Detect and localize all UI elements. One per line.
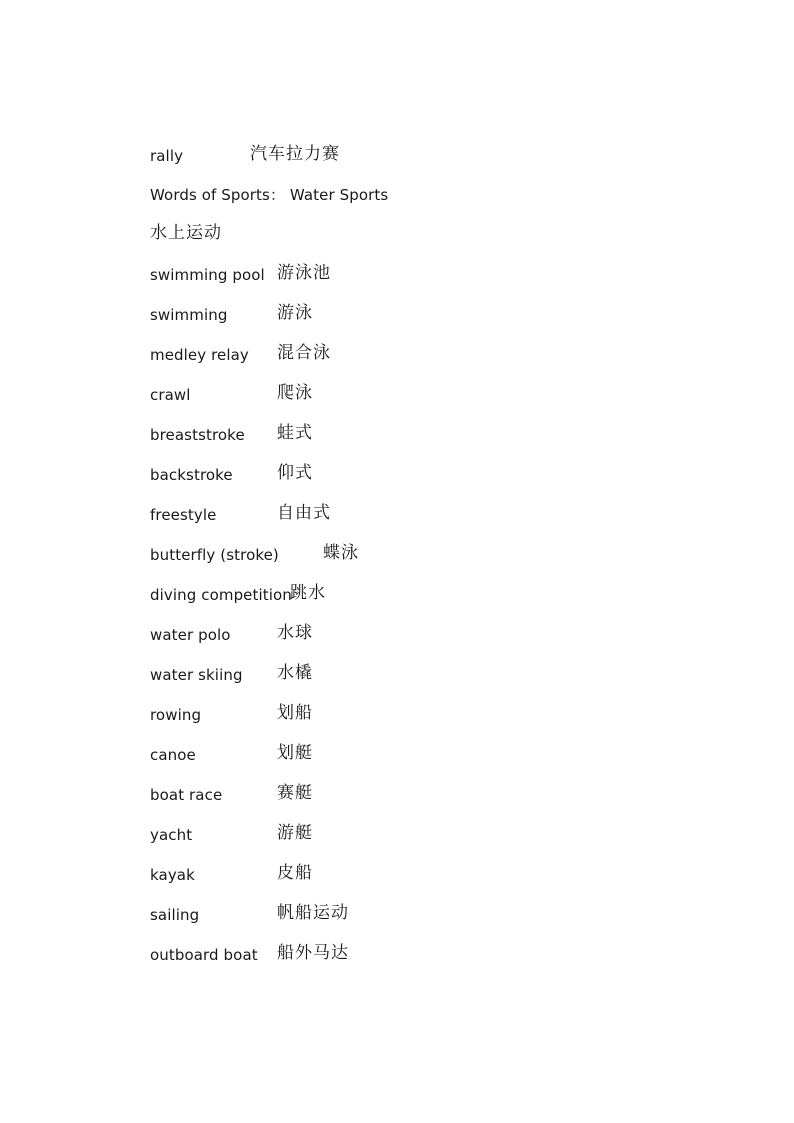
vocab-chinese: 水橇: [277, 663, 313, 683]
section-title-chinese: 水上运动: [150, 223, 222, 243]
vocab-english: sailing: [150, 906, 200, 924]
vocab-chinese: 汽车拉力赛: [250, 144, 340, 164]
vocab-chinese: 游艇: [277, 823, 313, 843]
vocab-chinese: 混合泳: [277, 343, 331, 363]
vocab-chinese: 自由式: [277, 503, 331, 523]
vocab-english: breaststroke: [150, 426, 245, 444]
vocab-english: medley relay: [150, 346, 249, 364]
vocab-english: swimming: [150, 306, 228, 324]
vocab-english: water skiing: [150, 666, 243, 684]
vocab-chinese: 划船: [277, 703, 313, 723]
vocab-english: backstroke: [150, 466, 233, 484]
vocab-chinese: 船外马达: [277, 943, 349, 963]
vocab-english: crawl: [150, 386, 191, 404]
vocab-chinese: 皮船: [277, 863, 313, 883]
vocab-chinese: 游泳: [277, 303, 313, 323]
vocab-english: water polo: [150, 626, 231, 644]
vocab-english: boat race: [150, 786, 223, 804]
vocab-english: rally: [150, 147, 184, 165]
vocab-chinese: 蛙式: [277, 423, 313, 443]
vocab-english: freestyle: [150, 506, 217, 524]
vocab-chinese: 跳水: [290, 583, 326, 603]
section-title: Words of Sports： Water Sports: [150, 186, 389, 204]
vocab-english: swimming pool: [150, 266, 265, 284]
vocab-chinese: 帆船运动: [277, 903, 349, 923]
vocab-chinese: 划艇: [277, 743, 313, 763]
vocab-chinese: 游泳池: [277, 263, 331, 283]
vocab-english: kayak: [150, 866, 195, 884]
vocab-chinese: 爬泳: [277, 383, 313, 403]
vocab-english: outboard boat: [150, 946, 258, 964]
vocab-english: rowing: [150, 706, 202, 724]
vocab-english: yacht: [150, 826, 193, 844]
vocab-chinese: 蝶泳: [323, 543, 359, 563]
vocab-chinese: 仰式: [277, 463, 313, 483]
vocab-english: canoe: [150, 746, 196, 764]
vocab-chinese: 水球: [277, 623, 313, 643]
vocab-chinese: 赛艇: [277, 783, 313, 803]
vocab-english: diving competition: [150, 586, 292, 604]
vocab-english: butterfly (stroke): [150, 546, 279, 564]
